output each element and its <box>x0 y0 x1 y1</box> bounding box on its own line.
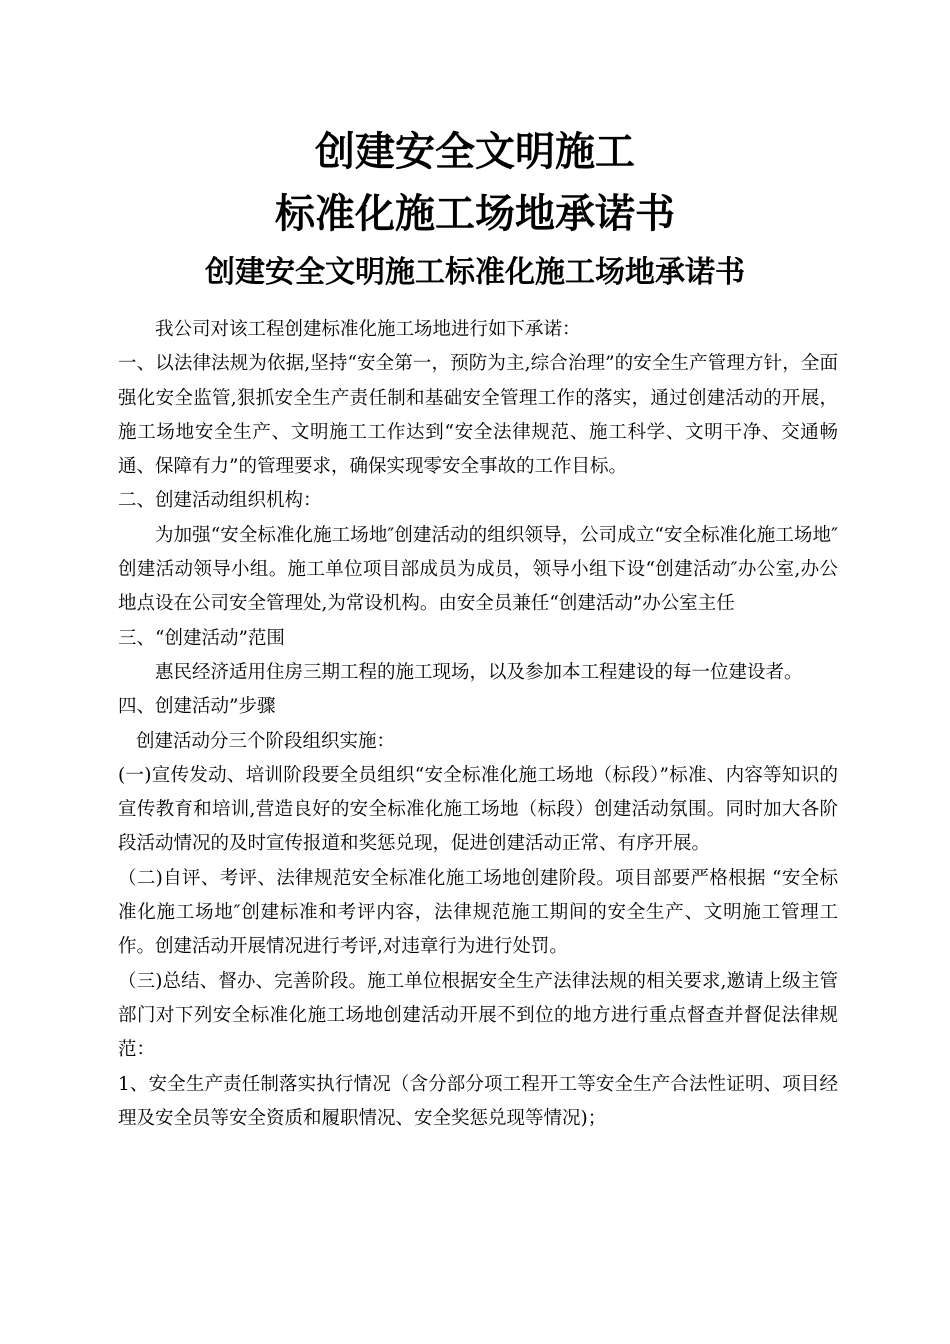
section-3-heading: 三、“创建活动”范围 <box>118 627 285 649</box>
document-body <box>118 313 838 1136</box>
section-3-paragraph: 惠民经济适用住房三期工程的施工现场，以及参加本工程建设的每一位建设者。 <box>155 661 803 683</box>
stage-3-paragraph: （三)总结、督办、完善阶段。施工单位根据安全生产法律法规的相关要求,邀请上级主管部门对下列安全标准化施工场地创建活动开展不到位的地方进行重点督查并督促法律规范： <box>118 970 838 1061</box>
section-2-paragraph: 为加强“安全标准化施工场地″创建活动的组织领导，公司成立“安全标准化施工场地″创建活动领导小组。施工单位项目部成员为成员，领导小组下设“创建活动″办公室,办公地点设在公司安全管理处,为常设机构。由安全员兼任“创建活动”办公室主任 <box>118 524 838 615</box>
section-4-heading: 四、创建活动”步骤 <box>118 696 276 718</box>
section-4-intro: 创建活动分三个阶段组织实施： <box>136 730 396 752</box>
section-1-paragraph: 一、以法律法规为依据,坚持“安全第一，预防为主,综合治理”的安全生产管理方针，全面强化安全监管,狠抓安全生产责任制和基础安全管理工作的落实，通过创建活动的开展，施工场地安全生产、文明施工工作达到“安全法律规范、施工科学、文明干净、交通畅通、保障有力”的管理要求，确保实现零安全事故的工作目标。 <box>118 353 838 478</box>
section-2-heading: 二、创建活动组织机构： <box>118 490 322 512</box>
document-subtitle: 创建安全文明施工标准化施工场地承诺书 <box>205 255 745 290</box>
stage-2-paragraph: （二)自评、考评、法律规范安全标准化施工场地创建阶段。项目部要严格根据 “安全标准化施工场地″创建标准和考评内容，法律规范施工期间的安全生产、文明施工管理工作。创建活动开展情况进行考评,对违章行为进行处罚。 <box>118 867 838 958</box>
intro-paragraph: 我公司对该工程创建标准化施工场地进行如下承诺： <box>155 319 581 340</box>
document-title-line2: 标准化施工场地承诺书 <box>275 191 675 237</box>
document-title-line1: 创建安全文明施工 <box>315 129 635 175</box>
stage-1-paragraph: (一)宣传发动、培训阶段要全员组织“安全标准化施工场地（标段）”标准、内容等知识的宣传教育和培训,营造良好的安全标准化施工场地（标段）创建活动氛围。同时加大各阶段活动情况的及时宣传报道和奖惩兑现，促进创建活动正常、有序开展。 <box>118 764 838 855</box>
item-1-paragraph: 1、安全生产责任制落实执行情况（含分部分项工程开工等安全生产合法性证明、项目经理及安全员等安全资质和履职情况、安全奖惩兑现等情况)； <box>118 1073 838 1129</box>
